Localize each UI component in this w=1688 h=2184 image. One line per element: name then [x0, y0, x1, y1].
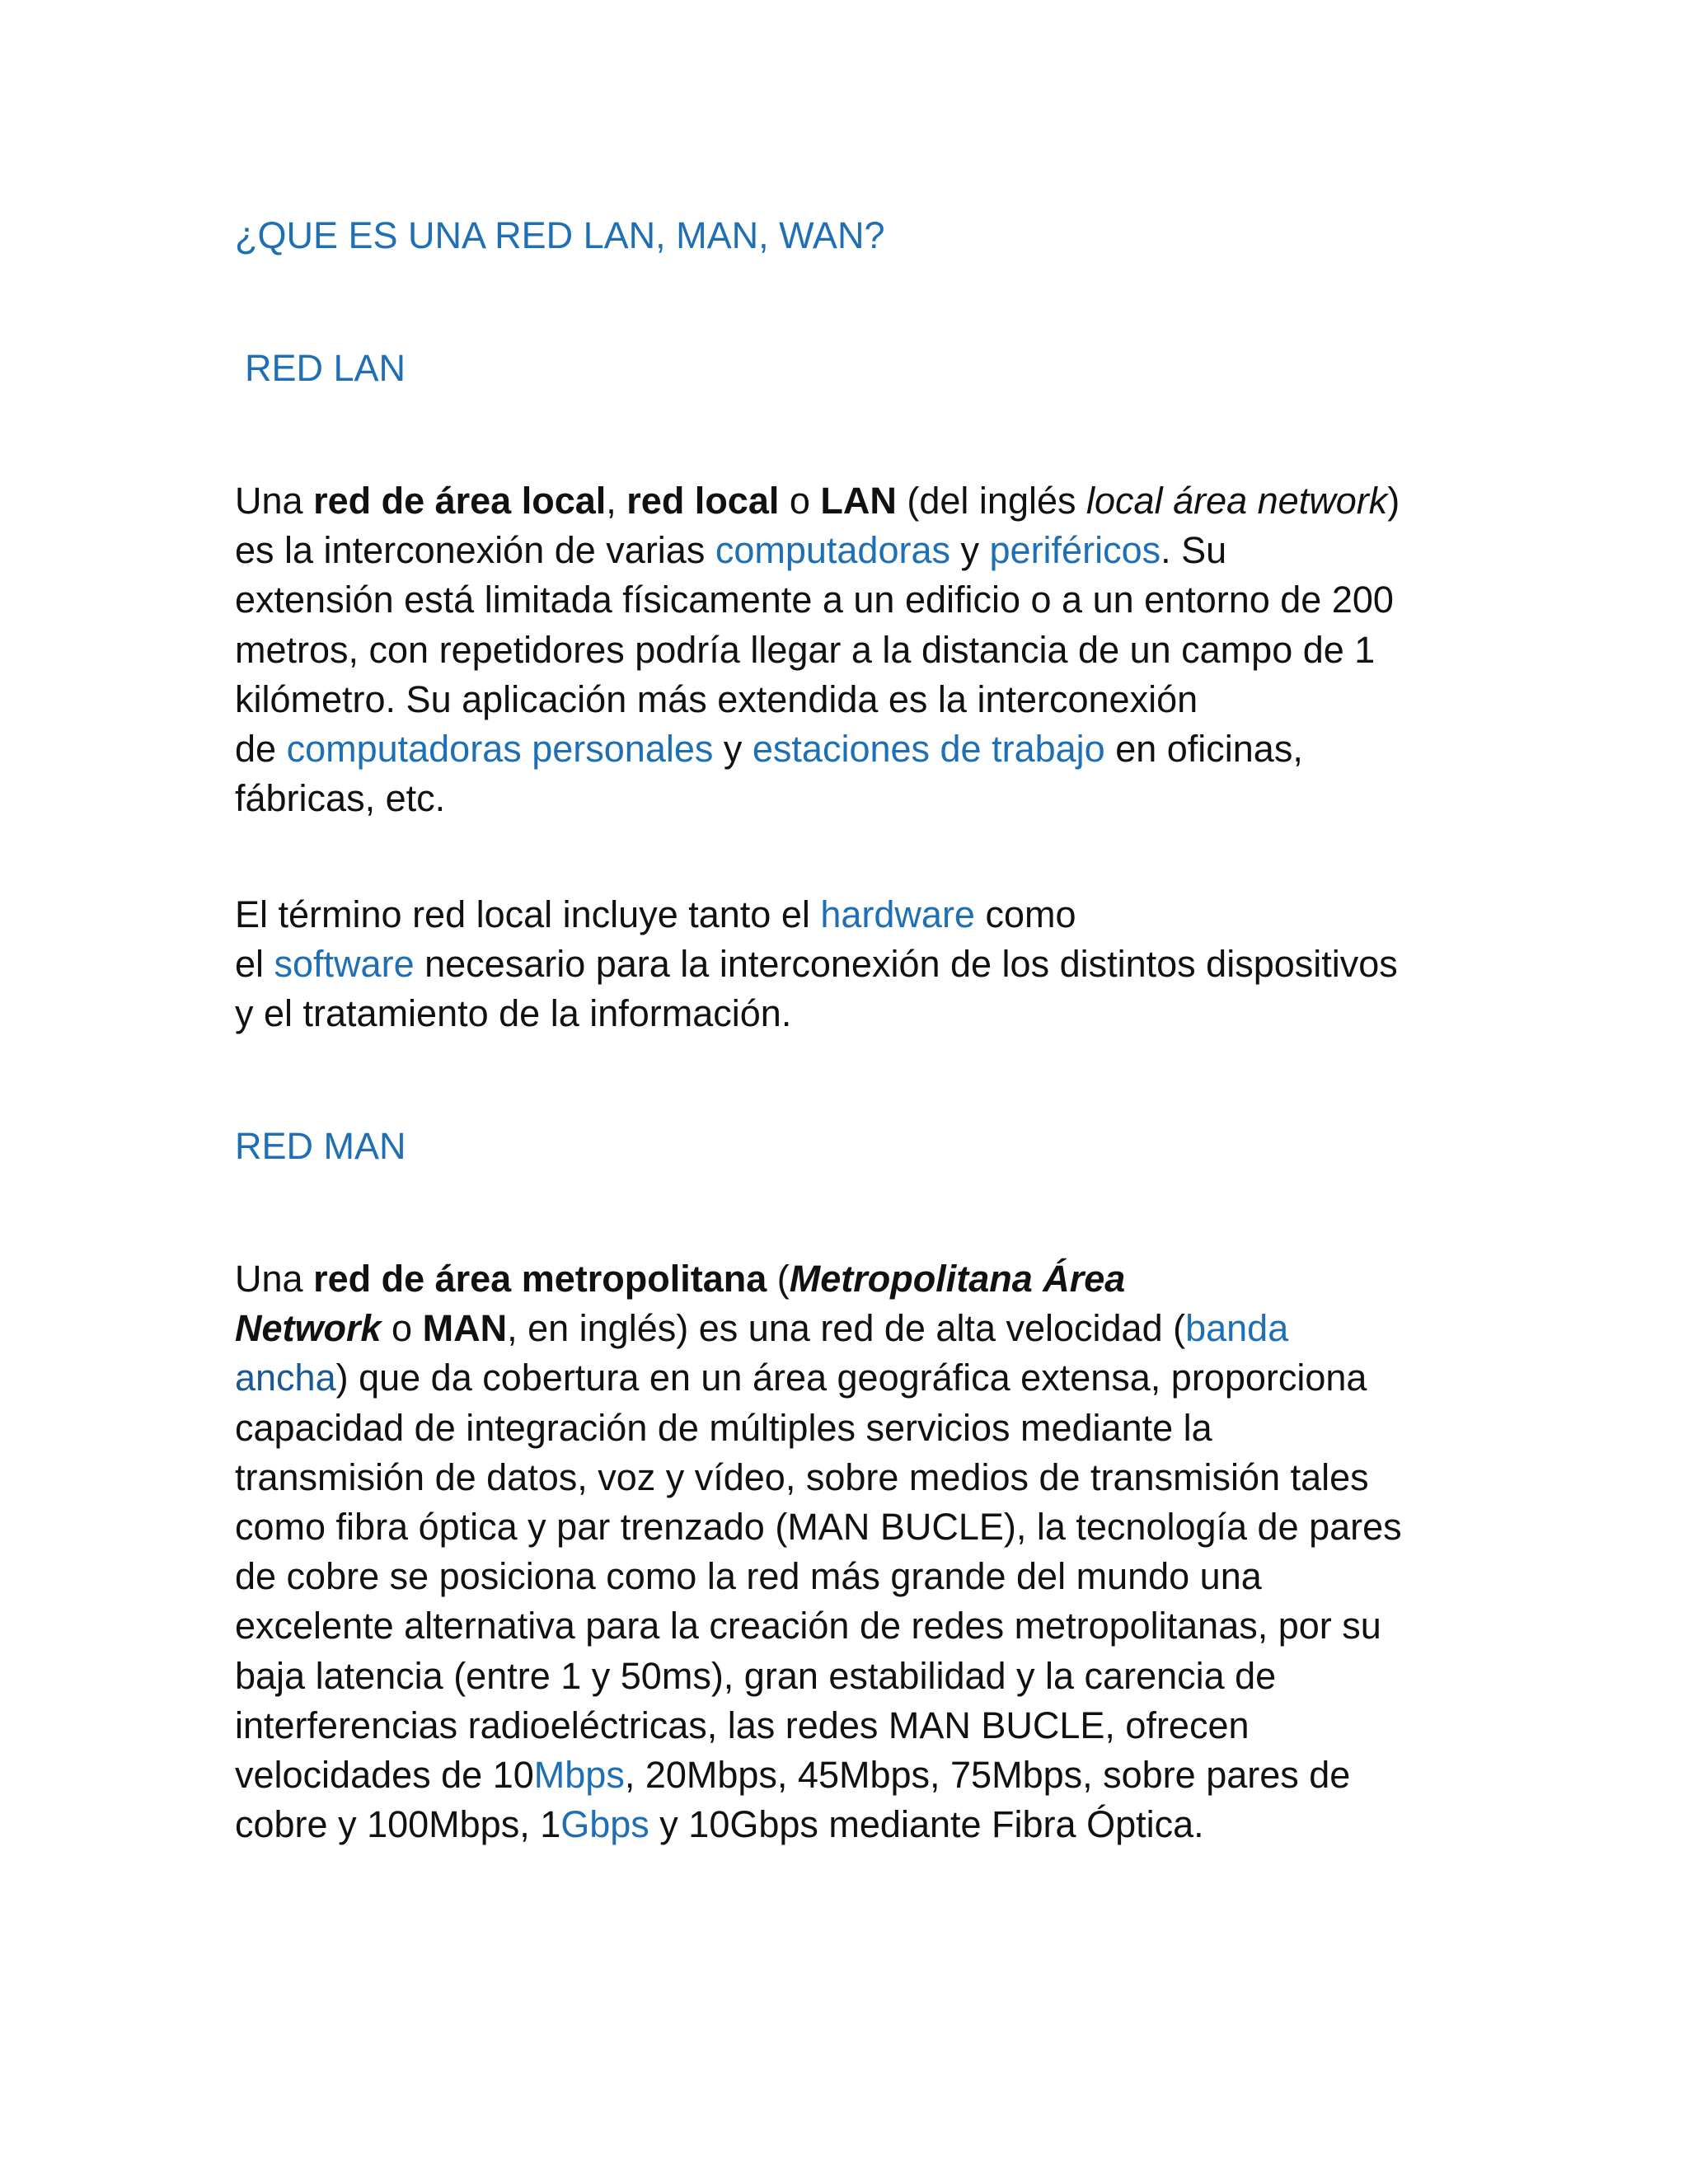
bold-italic-term: Metropolitana Área: [789, 1258, 1126, 1300]
link-estaciones-de-trabajo[interactable]: estaciones de trabajo: [752, 727, 1105, 770]
text-line: capacidad de integración de múltiples servicios mediante la: [235, 1406, 1212, 1449]
text-line: [235, 526, 1471, 575]
text-line: [235, 890, 1471, 940]
text-line: baja latencia (entre 1 y 50ms), gran estabilidad y la carencia de: [235, 1654, 1277, 1697]
text-line: [235, 724, 1471, 774]
text-run: y: [950, 529, 990, 572]
text-line: [235, 1353, 1471, 1403]
lan-heading: RED LAN: [245, 347, 406, 389]
text-line: interferencias radioeléctricas, las redes MAN BUCLE, ofrecen: [235, 1704, 1250, 1746]
bold-term: red de área metropolitana: [313, 1258, 767, 1300]
link-banda[interactable]: banda: [1185, 1307, 1289, 1350]
bold-term: MAN: [422, 1307, 508, 1350]
text-run: ) que da cobertura en un área geográfica extensa, proporciona: [335, 1357, 1367, 1399]
text-line: extensión está limitada físicamente a un edificio o a un entorno de 200: [235, 579, 1394, 621]
text-run: ,: [606, 480, 627, 522]
text-run: de: [235, 727, 287, 770]
text-run: , 20Mbps, 45Mbps, 75Mbps, sobre pares de: [624, 1753, 1351, 1796]
text-run: . Su: [1160, 529, 1227, 572]
text-run: cobre y 100Mbps, 1: [235, 1803, 561, 1846]
lan-paragraph-2: [235, 890, 1471, 1039]
lan-paragraph-1: [235, 476, 1471, 823]
text-line: y el tratamiento de la información.: [235, 992, 792, 1035]
text-run: El término red local incluye tanto el: [235, 893, 821, 935]
text-run: necesario para la interconexión de los distintos dispositivos: [414, 943, 1398, 986]
text-line: [235, 940, 1471, 989]
link-perifericos[interactable]: periféricos: [989, 529, 1161, 572]
link-software[interactable]: software: [274, 943, 415, 986]
man-heading: RED MAN: [235, 1125, 406, 1167]
link-mbps[interactable]: Mbps: [533, 1753, 625, 1796]
text-run: velocidades de 10: [235, 1753, 534, 1796]
text-run: o: [779, 480, 821, 522]
text-line: fábricas, etc.: [235, 777, 446, 820]
text-line: [235, 1304, 1471, 1353]
link-computadoras-personales[interactable]: computadoras personales: [286, 727, 714, 770]
text-run: o: [381, 1307, 423, 1350]
bold-term: red de área local: [313, 480, 607, 522]
text-run: y: [713, 727, 753, 770]
link-hardware[interactable]: hardware: [820, 893, 975, 935]
text-run: Una: [235, 480, 314, 522]
text-line: [235, 1254, 1471, 1304]
text-run: en oficinas,: [1104, 727, 1303, 770]
document-title: ¿QUE ES UNA RED LAN, MAN, WAN?: [235, 214, 885, 256]
text-line: [235, 1800, 1471, 1849]
bold-term: LAN: [820, 480, 897, 522]
link-computadoras[interactable]: computadoras: [715, 529, 950, 572]
link-ancha[interactable]: ancha: [235, 1357, 336, 1399]
text-run: , en inglés) es una red de alta velocidad (: [507, 1307, 1186, 1350]
italic-term: local área network: [1086, 480, 1388, 522]
text-run: ): [1387, 480, 1400, 522]
text-run: es la interconexión de varias: [235, 529, 715, 572]
text-run: Una: [235, 1258, 314, 1300]
text-run: (: [767, 1258, 790, 1300]
text-line: metros, con repetidores podría llegar a la distancia de un campo de 1: [235, 628, 1376, 671]
text-line: [235, 1750, 1471, 1800]
text-line: [235, 476, 1471, 526]
text-line: kilómetro. Su aplicación más extendida es la interconexión: [235, 677, 1198, 720]
man-paragraph-1: [235, 1254, 1471, 1849]
bold-term: red local: [626, 480, 780, 522]
link-gbps[interactable]: Gbps: [560, 1803, 649, 1846]
bold-italic-term: Network: [235, 1307, 382, 1350]
text-line: de cobre se posiciona como la red más grande del mundo una: [235, 1555, 1262, 1598]
text-run: como: [974, 893, 1076, 935]
text-line: como fibra óptica y par trenzado (MAN BUCLE), la tecnología de pares: [235, 1505, 1402, 1548]
text-line: transmisión de datos, voz y vídeo, sobre medios de transmisión tales: [235, 1455, 1369, 1498]
text-line: excelente alternativa para la creación de redes metropolitanas, por su: [235, 1605, 1381, 1647]
text-run: (del inglés: [896, 480, 1087, 522]
text-run: el: [235, 943, 274, 986]
text-run: y 10Gbps mediante Fibra Óptica.: [649, 1803, 1204, 1846]
